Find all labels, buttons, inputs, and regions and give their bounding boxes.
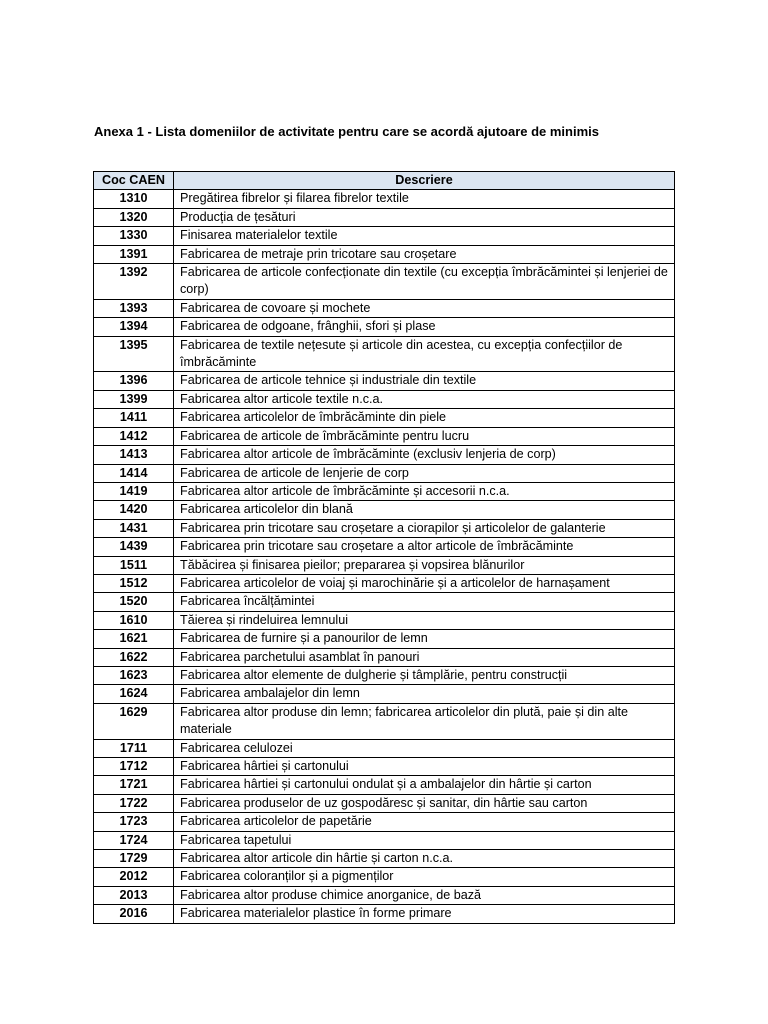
description-cell: Fabricarea de articole confecționate din textile (cu excepția îmbrăcămintei și lenjeriei de corp): [174, 264, 675, 300]
description-cell: Fabricarea de covoare și mochete: [174, 299, 675, 317]
caen-code-cell: 1624: [94, 685, 174, 703]
description-cell: Fabricarea tapetului: [174, 831, 675, 849]
caen-code-cell: 1431: [94, 519, 174, 537]
description-cell: Fabricarea articolelor din blană: [174, 501, 675, 519]
description-cell: Fabricarea prin tricotare sau croșetare a altor articole de îmbrăcăminte: [174, 538, 675, 556]
table-row: [94, 905, 675, 923]
table-row: [94, 227, 675, 245]
table-row: [94, 868, 675, 886]
table-row: [94, 299, 675, 317]
description-cell: Fabricarea de articole tehnice și industriale din textile: [174, 372, 675, 390]
description-cell: Fabricarea articolelor de papetărie: [174, 813, 675, 831]
caen-code-cell: 1310: [94, 190, 174, 208]
description-cell: Tăierea și rindeluirea lemnului: [174, 611, 675, 629]
column-header-code: Coc CAEN: [94, 172, 174, 190]
table-row: [94, 648, 675, 666]
description-cell: Fabricarea hârtiei și cartonului: [174, 758, 675, 776]
caen-code-cell: 1414: [94, 464, 174, 482]
description-cell: Pregătirea fibrelor și filarea fibrelor textile: [174, 190, 675, 208]
table-row: [94, 593, 675, 611]
caen-code-cell: 1393: [94, 299, 174, 317]
caen-code-cell: 1391: [94, 245, 174, 263]
table-row: [94, 390, 675, 408]
caen-code-cell: 1330: [94, 227, 174, 245]
description-cell: Fabricarea de odgoane, frânghii, sfori și plase: [174, 318, 675, 336]
caen-code-cell: 1320: [94, 208, 174, 226]
caen-code-cell: 2016: [94, 905, 174, 923]
caen-code-cell: 1721: [94, 776, 174, 794]
caen-code-cell: 1724: [94, 831, 174, 849]
caen-code-cell: 1399: [94, 390, 174, 408]
caen-code-cell: 1412: [94, 427, 174, 445]
caen-code-cell: 1520: [94, 593, 174, 611]
table-row: [94, 758, 675, 776]
table-row: [94, 409, 675, 427]
caen-code-cell: 1439: [94, 538, 174, 556]
table-row: [94, 336, 675, 372]
caen-code-cell: 1729: [94, 850, 174, 868]
description-cell: Fabricarea altor articole textile n.c.a.: [174, 390, 675, 408]
page-title: Anexa 1 - Lista domeniilor de activitate pentru care se acordă ajutoare de minimis: [94, 124, 600, 139]
table-row: [94, 703, 675, 739]
caen-code-cell: 1712: [94, 758, 174, 776]
column-header-description: Descriere: [174, 172, 675, 190]
caen-code-cell: 1419: [94, 482, 174, 500]
table-header-row: [94, 172, 675, 190]
caen-code-cell: 1622: [94, 648, 174, 666]
table-row: [94, 519, 675, 537]
caen-code-cell: 1420: [94, 501, 174, 519]
caen-code-cell: 1621: [94, 630, 174, 648]
table-row: [94, 794, 675, 812]
description-cell: Fabricarea ambalajelor din lemn: [174, 685, 675, 703]
table-row: [94, 464, 675, 482]
caen-code-cell: 1392: [94, 264, 174, 300]
table-row: [94, 685, 675, 703]
table-row: [94, 776, 675, 794]
table-body: [94, 190, 675, 923]
table-row: [94, 630, 675, 648]
table-row: [94, 372, 675, 390]
table-row: [94, 208, 675, 226]
table-row: [94, 739, 675, 757]
caen-code-cell: 1623: [94, 666, 174, 684]
description-cell: Fabricarea de articole de îmbrăcăminte pentru lucru: [174, 427, 675, 445]
description-cell: Tăbăcirea și finisarea pieilor; prepararea și vopsirea blănurilor: [174, 556, 675, 574]
description-cell: Fabricarea altor articole din hârtie și carton n.c.a.: [174, 850, 675, 868]
description-cell: Fabricarea parchetului asamblat în panouri: [174, 648, 675, 666]
caen-code-cell: 1610: [94, 611, 174, 629]
table-row: [94, 501, 675, 519]
table-row: [94, 574, 675, 592]
description-cell: Fabricarea de articole de lenjerie de corp: [174, 464, 675, 482]
table-row: [94, 482, 675, 500]
table-row: [94, 264, 675, 300]
table-row: [94, 831, 675, 849]
description-cell: Fabricarea altor elemente de dulgherie și tâmplărie, pentru construcții: [174, 666, 675, 684]
table-row: [94, 556, 675, 574]
description-cell: Finisarea materialelor textile: [174, 227, 675, 245]
caen-code-cell: 1413: [94, 446, 174, 464]
caen-code-cell: 1723: [94, 813, 174, 831]
caen-code-cell: 2013: [94, 886, 174, 904]
caen-code-cell: 2012: [94, 868, 174, 886]
table-row: [94, 813, 675, 831]
description-cell: Fabricarea altor articole de îmbrăcăminte (exclusiv lenjeria de corp): [174, 446, 675, 464]
description-cell: Fabricarea coloranților și a pigmenților: [174, 868, 675, 886]
caen-code-cell: 1396: [94, 372, 174, 390]
description-cell: Fabricarea de textile nețesute și articole din acestea, cu excepția confecțiilor de îmbrăcăminte: [174, 336, 675, 372]
table-row: [94, 245, 675, 263]
caen-code-cell: 1512: [94, 574, 174, 592]
description-cell: Fabricarea altor produse din lemn; fabricarea articolelor din plută, paie și din alte materiale: [174, 703, 675, 739]
table-row: [94, 446, 675, 464]
caen-code-cell: 1711: [94, 739, 174, 757]
description-cell: Fabricarea altor articole de îmbrăcăminte și accesorii n.c.a.: [174, 482, 675, 500]
caen-code-cell: 1629: [94, 703, 174, 739]
description-cell: Fabricarea de furnire și a panourilor de lemn: [174, 630, 675, 648]
description-cell: Fabricarea încălțămintei: [174, 593, 675, 611]
description-cell: Fabricarea hârtiei și cartonului ondulat și a ambalajelor din hârtie și carton: [174, 776, 675, 794]
table-row: [94, 190, 675, 208]
description-cell: Fabricarea altor produse chimice anorganice, de bază: [174, 886, 675, 904]
caen-code-cell: 1394: [94, 318, 174, 336]
description-cell: Fabricarea de metraje prin tricotare sau croșetare: [174, 245, 675, 263]
description-cell: Producția de țesături: [174, 208, 675, 226]
table-row: [94, 850, 675, 868]
description-cell: Fabricarea articolelor de voiaj și marochinărie și a articolelor de harnașament: [174, 574, 675, 592]
table-row: [94, 611, 675, 629]
description-cell: Fabricarea articolelor de îmbrăcăminte din piele: [174, 409, 675, 427]
table-row: [94, 886, 675, 904]
table-row: [94, 427, 675, 445]
description-cell: Fabricarea celulozei: [174, 739, 675, 757]
caen-code-cell: 1395: [94, 336, 174, 372]
description-cell: Fabricarea prin tricotare sau croșetare a ciorapilor și articolelor de galanterie: [174, 519, 675, 537]
caen-code-cell: 1511: [94, 556, 174, 574]
table-row: [94, 318, 675, 336]
table-row: [94, 538, 675, 556]
caen-code-cell: 1411: [94, 409, 174, 427]
description-cell: Fabricarea materialelor plastice în forme primare: [174, 905, 675, 923]
table-row: [94, 666, 675, 684]
caen-table: [93, 171, 675, 924]
caen-code-cell: 1722: [94, 794, 174, 812]
description-cell: Fabricarea produselor de uz gospodăresc și sanitar, din hârtie sau carton: [174, 794, 675, 812]
